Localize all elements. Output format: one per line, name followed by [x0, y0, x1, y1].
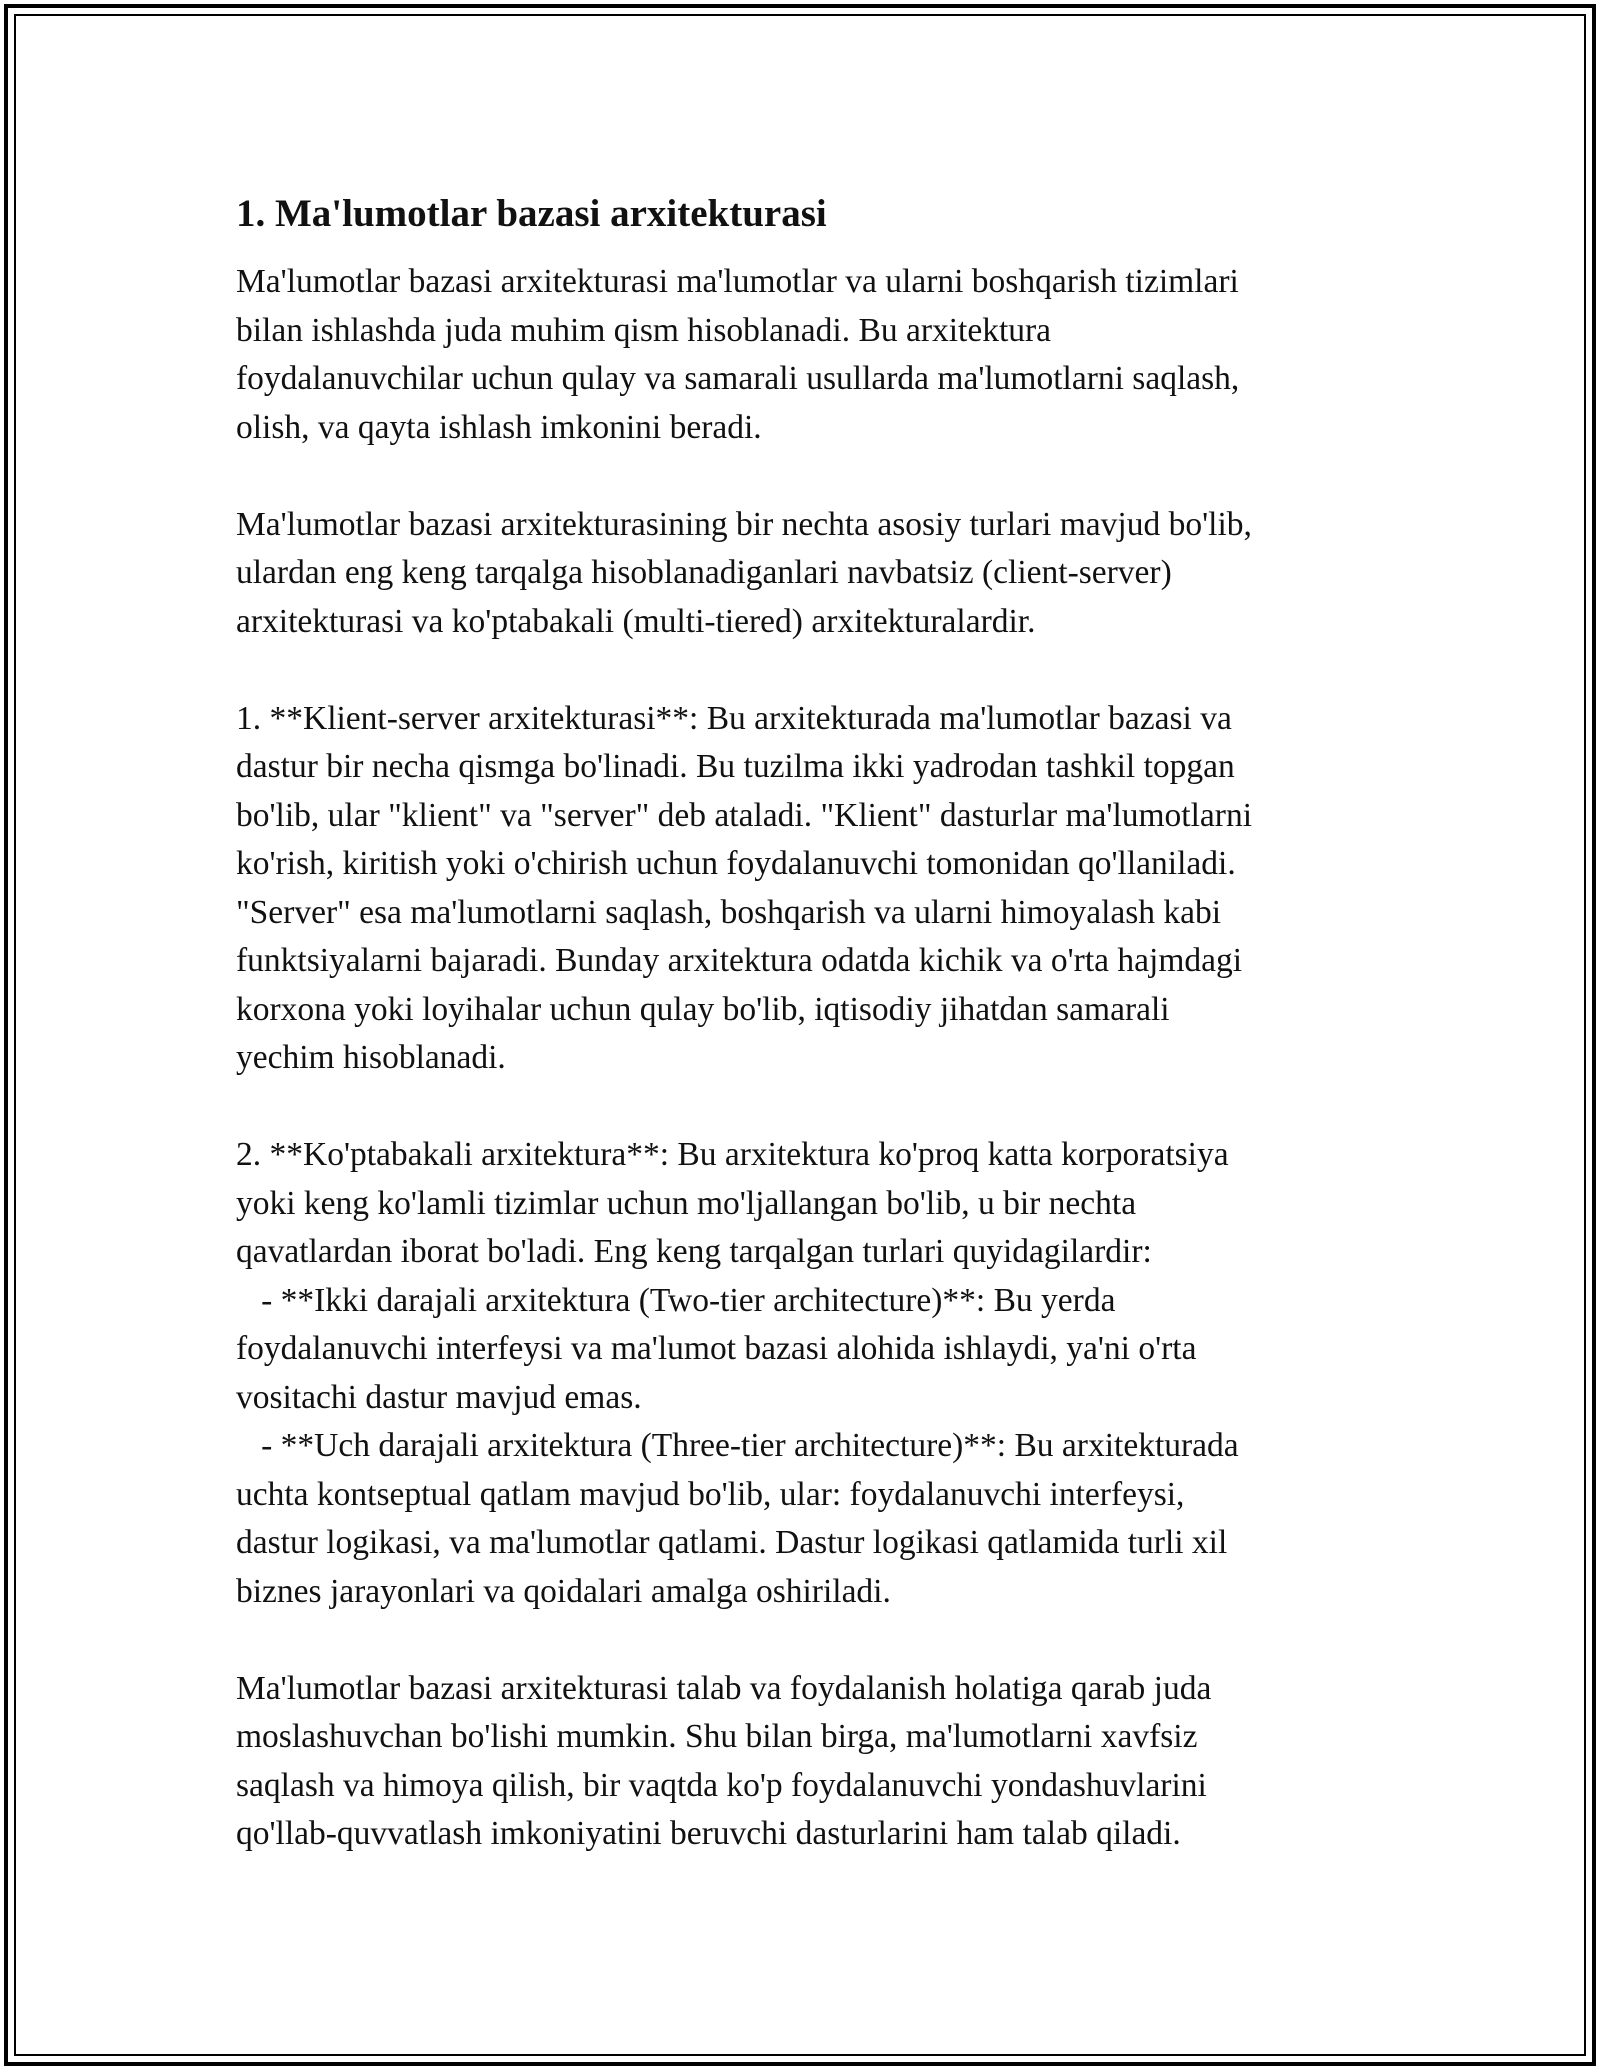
- paragraph-conclusion: [236, 1665, 1366, 1859]
- text-line: bo'lib, ular "klient" va "server" deb ataladi. "Klient" dasturlar ma'lumotlarni: [236, 796, 1253, 834]
- paragraph-types: [236, 501, 1366, 647]
- text-line: funktsiyalarni bajaradi. Bunday arxitektura odatda kichik va o'rta hajmdagi: [236, 942, 1243, 979]
- text-line: saqlash va himoya qilish, bir vaqtda ko'p foydalanuvchi yondashuvlarini: [236, 1766, 1207, 1804]
- text-line: dastur logikasi, va ma'lumotlar qatlami. Dastur logikasi qatlamida turli xil: [236, 1524, 1228, 1561]
- text-line: yechim hisoblanadi.: [236, 1039, 506, 1076]
- text-line: vositachi dastur mavjud emas.: [236, 1378, 642, 1416]
- text-line: uchta kontseptual qatlam mavjud bo'lib, ular: foydalanuvchi interfeysi,: [236, 1475, 1185, 1513]
- paragraph-multi-tier: [236, 1131, 1366, 1616]
- text-line: foydalanuvchi interfeysi va ma'lumot bazasi alohida ishlaydi, ya'ni o'rta: [236, 1330, 1197, 1367]
- text-line: biznes jarayonlari va qoidalari amalga oshiriladi.: [236, 1572, 891, 1610]
- section-heading: 1. Ma'lumotlar bazasi arxitekturasi: [236, 192, 827, 235]
- list-item-line: - **Uch darajali arxitektura (Three-tier architecture)**: Bu arxitekturada: [236, 1427, 1239, 1464]
- text-line: 1. **Klient-server arxitekturasi**: Bu arxitekturada ma'lumotlar bazasi va: [236, 699, 1232, 737]
- text-line: Ma'lumotlar bazasi arxitekturasi ma'lumotlar va ularni boshqarish tizimlari: [236, 263, 1239, 300]
- paragraph-intro: [236, 258, 1366, 452]
- text-line: korxona yoki loyihalar uchun qulay bo'lib, iqtisodiy jihatdan samarali: [236, 990, 1170, 1028]
- text-line: dastur bir necha qismga bo'linadi. Bu tuzilma ikki yadrodan tashkil topgan: [236, 748, 1235, 785]
- text-line: ulardan eng keng tarqalga hisoblanadiganlari navbatsiz (client-server): [236, 554, 1172, 591]
- text-line: 2. **Ko'ptabakali arxitektura**: Bu arxitektura ko'proq katta korporatsiya: [236, 1136, 1229, 1173]
- text-line: Ma'lumotlar bazasi arxitekturasi talab va foydalanish holatiga qarab juda: [236, 1669, 1212, 1707]
- text-line: olish, va qayta ishlash imkonini beradi.: [236, 408, 762, 446]
- text-line: yoki keng ko'lamli tizimlar uchun mo'ljallangan bo'lib, u bir nechta: [236, 1184, 1137, 1222]
- text-line: arxitekturasi va ko'ptabakali (multi-tiered) arxitekturalardir.: [236, 602, 1036, 640]
- text-line: "Server" esa ma'lumotlarni saqlash, boshqarish va ularni himoyalash kabi: [236, 893, 1222, 931]
- text-line: moslashuvchan bo'lishi mumkin. Shu bilan birga, ma'lumotlarni xavfsiz: [236, 1718, 1198, 1755]
- text-line: qavatlardan iborat bo'ladi. Eng keng tarqalgan turlari quyidagilardir:: [236, 1233, 1152, 1270]
- text-line: ko'rish, kiritish yoki o'chirish uchun foydalanuvchi tomonidan qo'llaniladi.: [236, 845, 1236, 882]
- text-line: foydalanuvchilar uchun qulay va samarali usullarda ma'lumotlarni saqlash,: [236, 360, 1240, 397]
- text-line: bilan ishlashda juda muhim qism hisoblanadi. Bu arxitektura: [236, 311, 1052, 349]
- text-line: qo'llab-quvvatlash imkoniyatini beruvchi dasturlarini ham talab qiladi.: [236, 1815, 1181, 1852]
- paragraph-client-server: [236, 695, 1366, 1083]
- list-item-line: - **Ikki darajali arxitektura (Two-tier architecture)**: Bu yerda: [236, 1281, 1116, 1319]
- text-line: Ma'lumotlar bazasi arxitekturasining bir nechta asosiy turlari mavjud bo'lib,: [236, 505, 1252, 543]
- document-body: [236, 188, 1366, 1907]
